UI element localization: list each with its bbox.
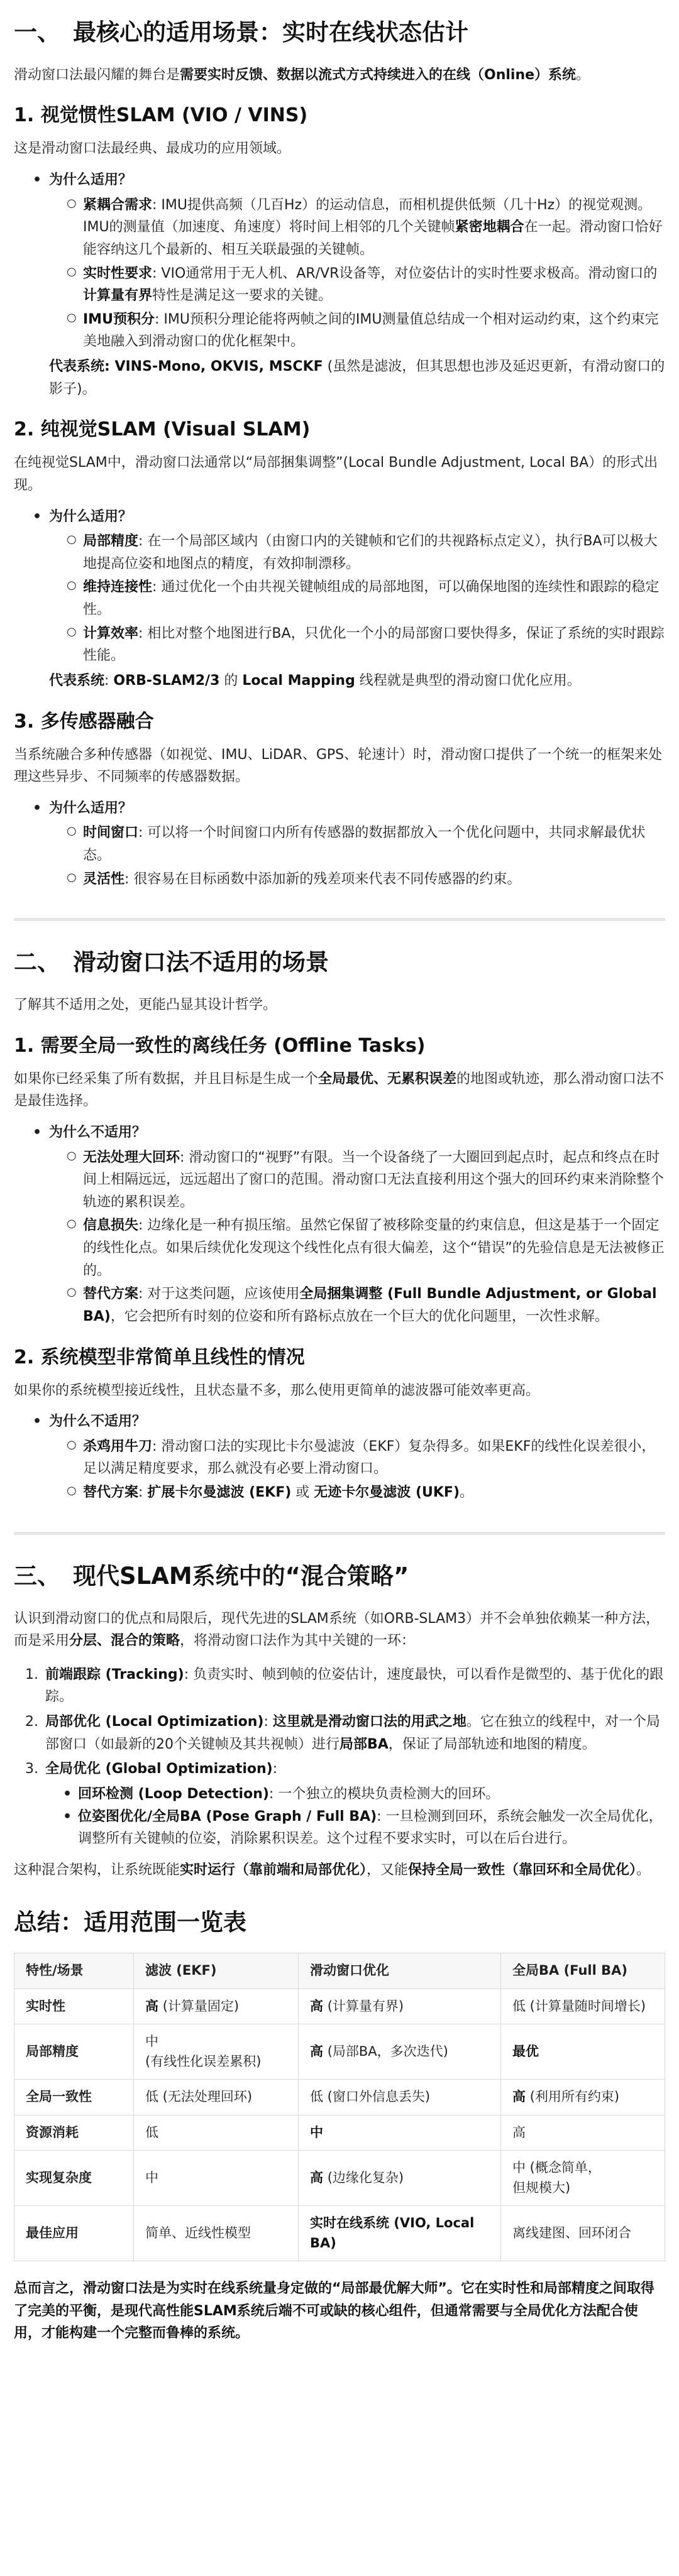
table-cell: 中 (概念简单， 但规模大)	[501, 2151, 665, 2206]
section-title-text: 最核心的适用场景：实时在线状态估计	[73, 19, 468, 46]
table-cell: 全局一致性	[14, 2080, 134, 2115]
multi-sensor-heading: 3. 多传感器融合	[14, 710, 154, 733]
list-item: ○ 紧耦合需求: IMU提供高频（几百Hz）的运动信息，而相机提供低频（几十Hz）的视觉观测。IMU的测量值（加速度、角速度）将时间上相邻的几个关键帧紧密地耦合在一起。滑动窗口恰好能容纳这几个最新的、相互关联最强的关键帧。	[67, 194, 665, 261]
table-row	[14, 2080, 665, 2115]
simple-why-list	[14, 1411, 665, 1504]
list-item: ○ 替代方案: 对于这类问题，应该使用全局捆集调整 (Full Bundle Adjustment, or Global BA)，它会把所有时刻的位姿和所有路标点放在一个巨大的优化问题里，一次性求解。	[67, 1283, 665, 1328]
offline-why-list	[14, 1122, 665, 1328]
table-cell: 低	[134, 2115, 299, 2151]
table-cell: 实时性	[14, 1989, 134, 2024]
section-2-title	[14, 946, 665, 979]
list-item	[31, 506, 665, 692]
list-item: ○ 无法处理大回环: 滑动窗口的“视野”有限。当一个设备绕了一大圈回到起点时，起点和终点在时间上相隔远远，远远超出了窗口的范围。滑动窗口无法直接利用这个强大的回环约束来消除整个轨迹的累积误差。	[67, 1147, 665, 1214]
table-cell: 高 (边缘化复杂)	[299, 2151, 501, 2206]
representative-systems: 代表系统: VINS-Mono, OKVIS, MSCKF (虽然是滤波，但其思想也涉及延迟更新，有滑动窗口的影子)。	[49, 359, 665, 397]
simple-model-intro: 如果你的系统模型接近线性，且状态量不多，那么使用更简单的滤波器可能效率更高。	[14, 1382, 540, 1399]
section-2-intro: 了解其不适用之处，更能凸显其设计哲学。	[14, 997, 277, 1013]
offline-heading: 1. 需要全局一致性的离线任务 (Offline Tasks)	[14, 1034, 426, 1057]
list-item: ○ 维持连接性: 通过优化一个由共视关键帧组成的局部地图，可以确保地图的连续性和跟踪的稳定性。	[67, 576, 665, 621]
section-title-text: 现代SLAM系统中的“混合策略”	[73, 1562, 409, 1590]
table-cell: 中	[299, 2115, 501, 2151]
vslam-why-list	[14, 506, 665, 692]
list-item: ○ 实时性要求: VIO通常用于无人机、AR/VR设备等，对位姿估计的实时性要求极高。滑动窗口的计算量有界特性是满足这一要求的关键。	[67, 263, 665, 307]
section-number: 一、	[14, 19, 60, 46]
why-title: 为什么适用？	[49, 508, 133, 525]
list-item: • 回环检测 (Loop Detection): 一个独立的模块负责检测大的回环。	[60, 1783, 665, 1806]
section-number: 三、	[14, 1562, 60, 1590]
table-cell: 高	[501, 2115, 665, 2151]
list-item	[31, 1411, 665, 1504]
representative-systems: 代表系统: ORB-SLAM2/3 的 Local Mapping 线程就是典型的滑动窗口优化应用。	[49, 672, 581, 689]
list-item: ○ IMU预积分: IMU预积分理论能将两帧之间的IMU测量值总结成一个相对运动约束，这个约束完美地融入到滑动窗口的优化框架中。	[67, 308, 665, 353]
list-item: ○ 局部精度: 在一个局部区域内（由窗口内的关键帧和它们的共视路标点定义），执行BA可以极大地提高位姿和地图点的精度，有效抑制漂移。	[67, 530, 665, 575]
table-row	[14, 2151, 665, 2206]
section-1-title	[14, 16, 665, 49]
multi-sensor-intro: 当系统融合多种传感器（如视觉、IMU、LiDAR、GPS、轮速计）时，滑动窗口提供了一个统一的框架来处理这些异步、不同频率的传感器数据。	[14, 746, 663, 785]
summary-title: 总结：适用范围一览表	[14, 1909, 246, 1936]
section-divider	[14, 1532, 665, 1535]
simple-model-heading: 2. 系统模型非常简单且线性的情况	[14, 1346, 305, 1368]
section-1-intro: 滑动窗口法最闪耀的舞台是需要实时反馈、数据以流式方式持续进入的在线（Online）系统。	[14, 67, 590, 83]
table-header-cell: 滤波 (EKF)	[134, 1953, 299, 1989]
table-cell: 高 (局部BA，多次迭代)	[299, 2024, 501, 2080]
table-cell: 高 (计算量有界)	[299, 1989, 501, 2024]
table-header-cell: 滑动窗口优化	[299, 1953, 501, 1989]
table-row	[14, 2206, 665, 2261]
multi-why-list	[14, 797, 665, 891]
conclusion: 总而言之，滑动窗口法是为实时在线系统量身定做的“局部最优解大师”。它在实时性和局部精度之间取得了完美的平衡，是现代高性能SLAM系统后端不可或缺的核心组件，但通常需要与全局优化方法配合使用，才能构建一个完整而鲁棒的系统。	[14, 2281, 654, 2342]
table-cell: 实现复杂度	[14, 2151, 134, 2206]
table-row	[14, 1989, 665, 2024]
table-row	[14, 2115, 665, 2151]
list-item: 1. 前端跟踪 (Tracking): 负责实时、帧到帧的位姿估计，速度最快，可以看作是微型的、基于优化的跟踪。	[43, 1664, 665, 1708]
table-cell: 低 (窗口外信息丢失)	[299, 2080, 501, 2115]
list-item: ○ 杀鸡用牛刀: 滑动窗口法的实现比卡尔曼滤波（EKF）复杂得多。如果EKF的线性化误差很小，足以满足精度要求，那么就没有必要上滑动窗口。	[67, 1436, 665, 1480]
section-title-text: 滑动窗口法不适用的场景	[73, 949, 329, 976]
list-item: ○ 替代方案: 扩展卡尔曼滤波 (EKF) 或 无迹卡尔曼滤波 (UKF)。	[67, 1482, 665, 1504]
section-3-intro: 认识到滑动窗口的优点和局限后，现代先进的SLAM系统（如ORB-SLAM3）并不会单独依赖某一种方法，而是采用分层、混合的策略，将滑动窗口法作为其中关键的一环：	[14, 1610, 660, 1649]
why-title: 为什么不适用？	[49, 1414, 146, 1430]
table-cell: 中 (有线性化误差累积)	[134, 2024, 299, 2080]
section-3-outro: 这种混合架构，让系统既能实时运行（靠前端和局部优化），又能保持全局一致性（靠回环和全局优化）。	[14, 1862, 651, 1878]
list-item: 2. 局部优化 (Local Optimization): 这里就是滑动窗口法的用武之地。它在独立的线程中，对一个局部窗口（如最新的20个关键帧及其共视帧）进行局部BA，保证了局部轨迹和地图的精度。	[43, 1711, 665, 1755]
why-title: 为什么不适用？	[49, 1124, 146, 1140]
table-row	[14, 2024, 665, 2080]
vio-why-list	[14, 169, 665, 400]
list-item: ○ 灵活性: 很容易在目标函数中添加新的残差项来代表不同传感器的约束。	[67, 868, 665, 891]
list-item: 3. 全局优化 (Global Optimization): • 回环检测 (Loop Detection): 一个独立的模块负责检测大的回环。 • 位姿图优化/全局BA (Pose Graph / Full BA): 一旦检测到回环，系统会触发一次全局优化，调整所有关键帧的位姿，消除累积误差。这个过程不要求实时，可以在后台进行。	[43, 1758, 665, 1850]
vio-heading: 1. 视觉惯性SLAM (VIO / VINS)	[14, 104, 308, 127]
summary-table	[14, 1953, 665, 2261]
list-item: ○ 时间窗口: 可以将一个时间窗口内所有传感器的数据都放入一个优化问题中，共同求解最优状态。	[67, 822, 665, 866]
vslam-intro: 在纯视觉SLAM中，滑动窗口法通常以“局部捆集调整”(Local Bundle Adjustment, Local BA）的形式出现。	[14, 455, 658, 493]
section-divider	[14, 918, 665, 921]
table-header-cell: 全局BA (Full BA)	[501, 1953, 665, 1989]
why-title: 为什么适用？	[49, 800, 133, 816]
table-cell: 高 (利用所有约束)	[501, 2080, 665, 2115]
vslam-heading: 2. 纯视觉SLAM (Visual SLAM)	[14, 418, 311, 441]
table-cell: 离线建图、回环闭合	[501, 2206, 665, 2261]
table-cell: 简单、近线性模型	[134, 2206, 299, 2261]
why-title: 为什么适用？	[49, 172, 133, 188]
hybrid-strategy-list	[14, 1664, 665, 1850]
table-cell: 低 (无法处理回环)	[134, 2080, 299, 2115]
list-item	[31, 169, 665, 400]
table-header-row	[14, 1953, 665, 1989]
table-cell: 中	[134, 2151, 299, 2206]
table-cell: 局部精度	[14, 2024, 134, 2080]
table-cell: 实时在线系统 (VIO, Local BA)	[299, 2206, 501, 2261]
offline-intro: 如果你已经采集了所有数据，并且目标是生成一个全局最优、无累积误差的地图或轨迹，那么滑动窗口法不是最佳选择。	[14, 1071, 665, 1110]
list-item: • 位姿图优化/全局BA (Pose Graph / Full BA): 一旦检测到回环，系统会触发一次全局优化，调整所有关键帧的位姿，消除累积误差。这个过程不要求实时，可以在后台进行。	[60, 1806, 665, 1850]
table-cell: 最优	[501, 2024, 665, 2080]
list-item: ○ 计算效率: 相比对整个地图进行BA，只优化一个小的局部窗口要快得多，保证了系统的实时跟踪性能。	[67, 623, 665, 667]
list-item: ○ 信息损失: 边缘化是一种有损压缩。虽然它保留了被移除变量的约束信息，但这是基于一个固定的线性化点。如果后续优化发现这个线性化点有很大偏差，这个“错误”的先验信息是无法被修正的。	[67, 1214, 665, 1282]
table-cell: 最佳应用	[14, 2206, 134, 2261]
table-header-cell: 特性/场景	[14, 1953, 134, 1989]
section-number: 二、	[14, 949, 60, 976]
table-cell: 高 (计算量固定)	[134, 1989, 299, 2024]
table-cell: 低 (计算量随时间增长)	[501, 1989, 665, 2024]
vio-intro: 这是滑动窗口法最经典、最成功的应用领域。	[14, 141, 291, 157]
list-item	[31, 797, 665, 891]
list-item	[31, 1122, 665, 1328]
table-cell: 资源消耗	[14, 2115, 134, 2151]
section-3-title	[14, 1560, 665, 1593]
